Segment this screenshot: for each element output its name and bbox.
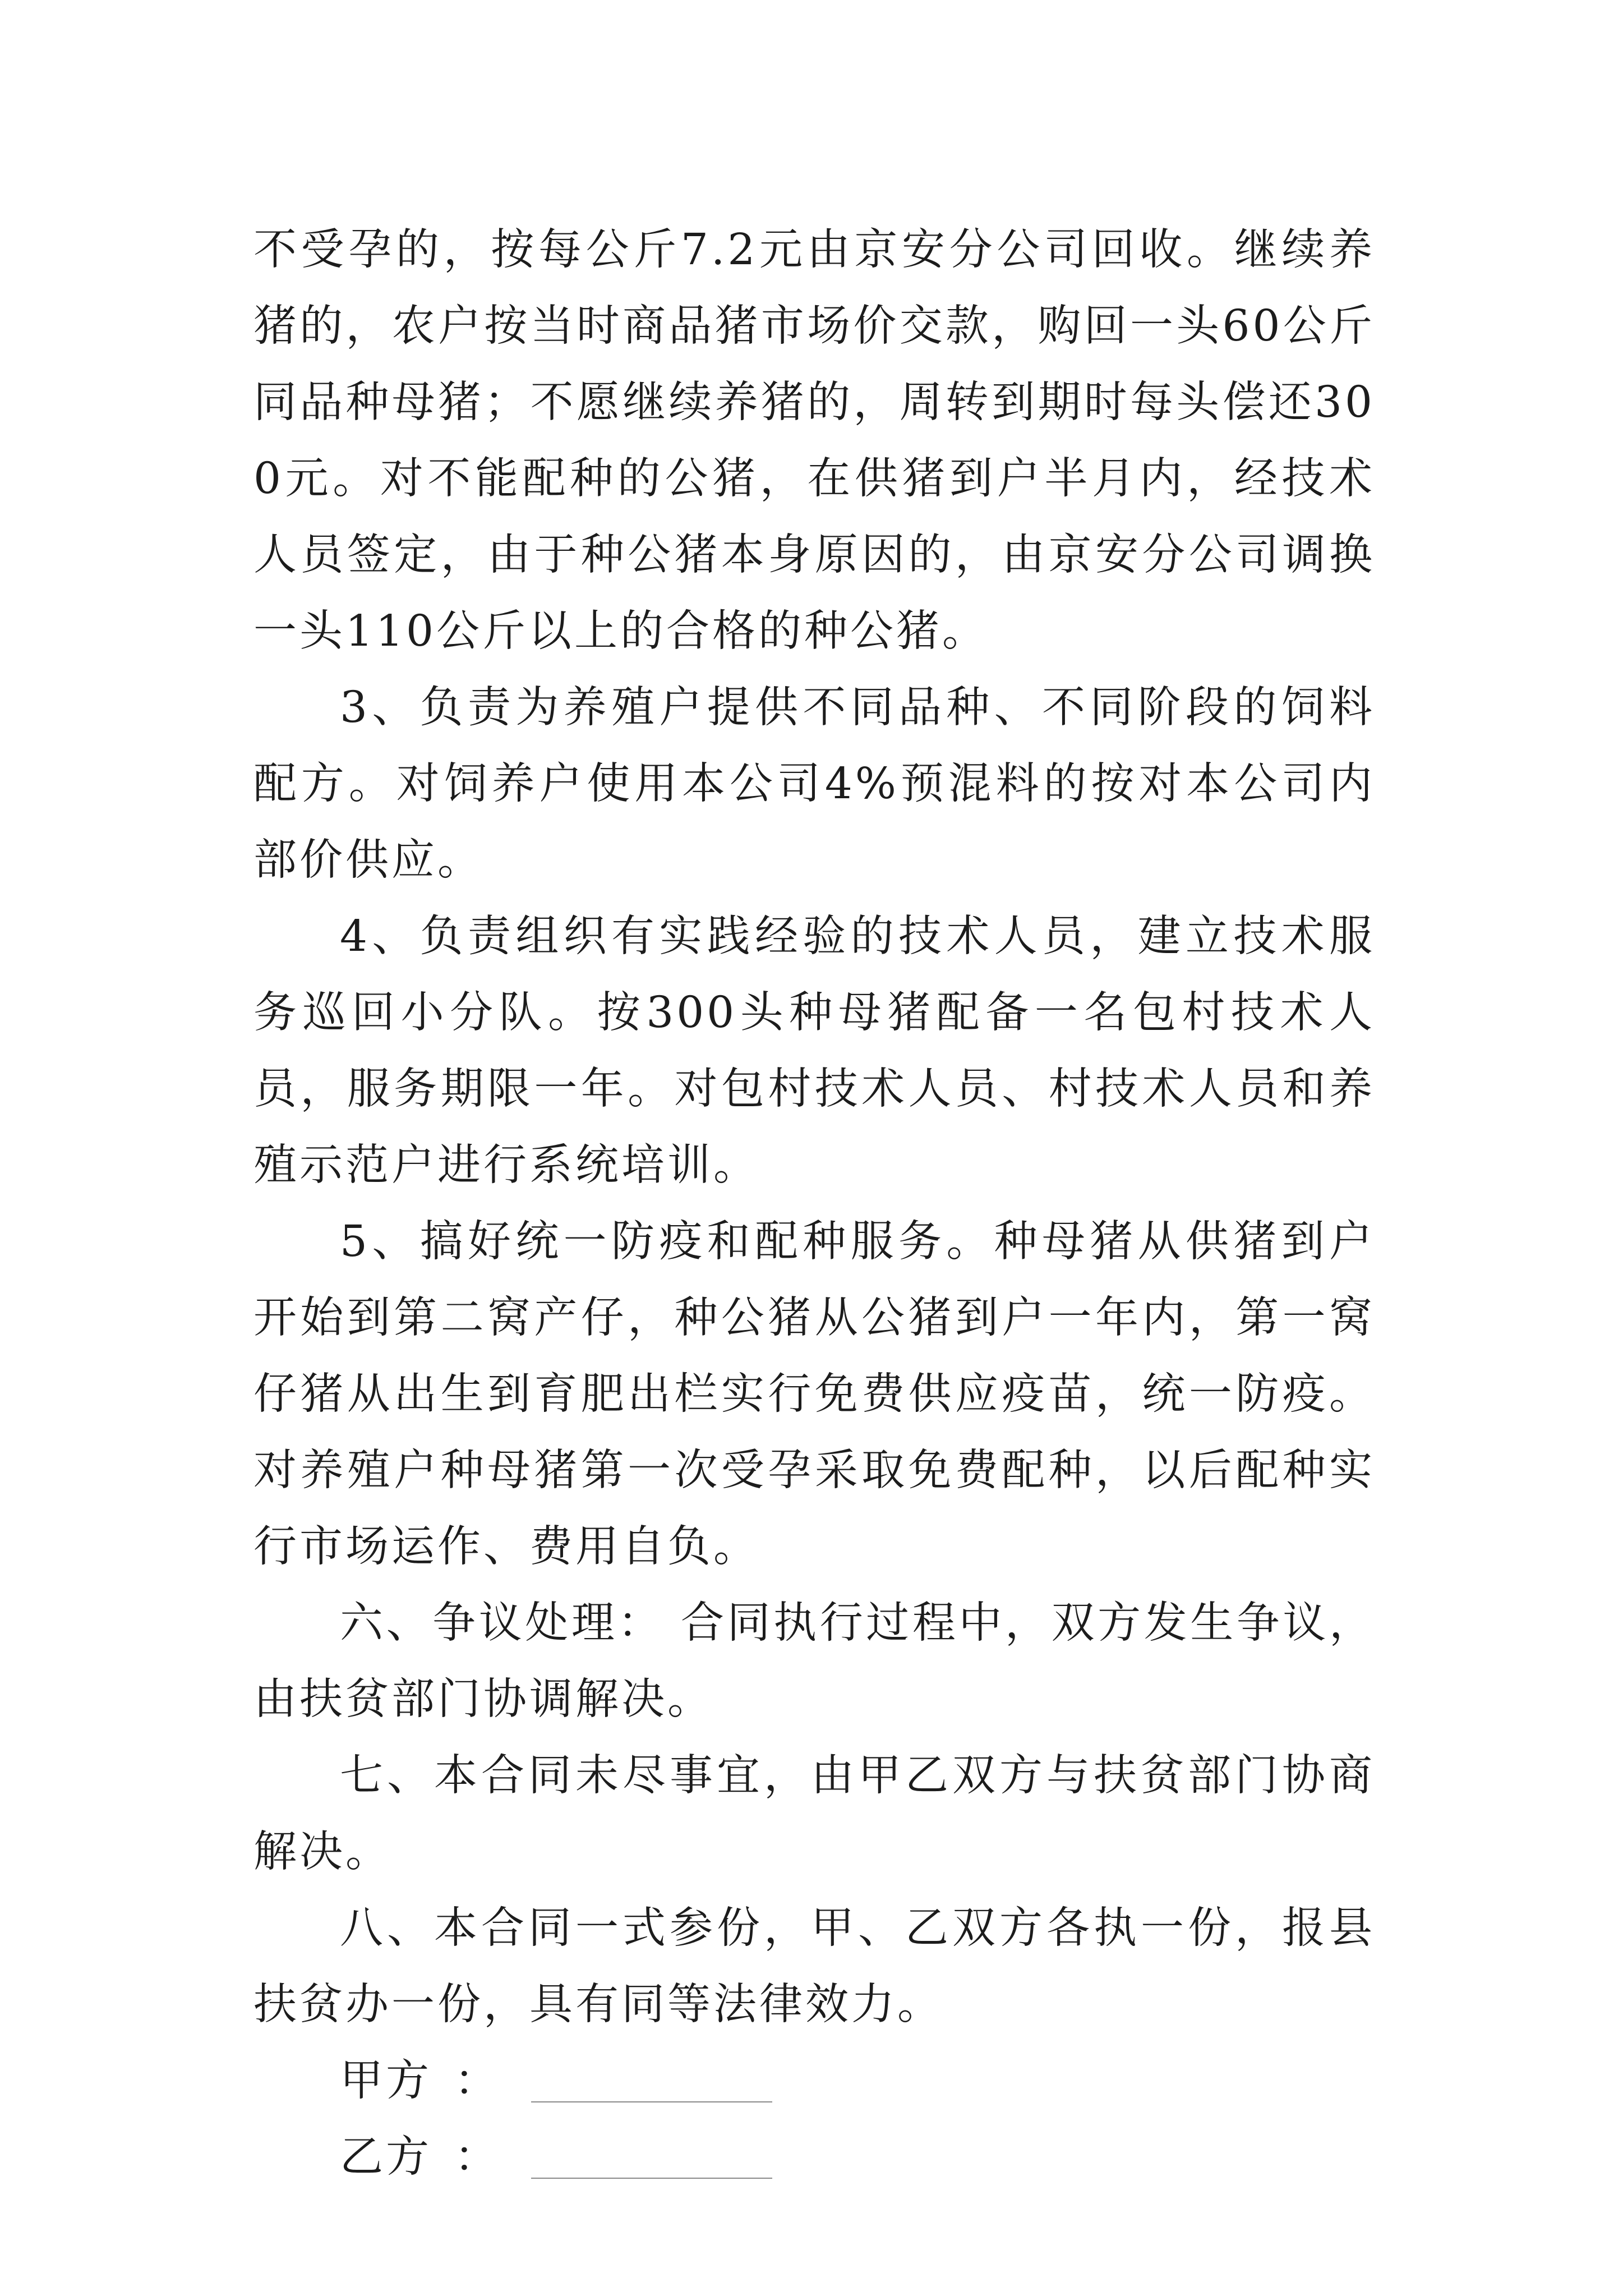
- party-a-label: 甲方: [340, 2056, 432, 2106]
- party-a-colon: ：: [454, 2056, 497, 2106]
- paragraph-technical-team: 4、负责组织有实践经验的技术人员，建立技术服务巡回小分队。按300头种母猪配备一名包村技术人员，服务期限一年。对包村技术人员、村技术人员和养殖示范户进行系统培训。: [253, 912, 1375, 1190]
- party-b-label: 乙方: [340, 2132, 432, 2182]
- paragraph-epidemic-prevention: 5、搞好统一防疫和配种服务。种母猪从供猪到户开始到第二窝产仔，种公猪从公猪到户一年内，第一窝仔猪从出生到育肥出栏实行免费供应疫苗，统一防疫。对养殖户种母猪第一次受孕采取免费配种，以后配种实行市场运作、费用自负。: [253, 1217, 1375, 1572]
- paragraph-return-terms: 不受孕的，按每公斤7.2元由京安分公司回收。继续养猪的，农户按当时商品猪市场价交款，购回一头60公斤同品种母猪；不愿继续养猪的，周转到期时每头偿还300元。对不能配种的公猪，在供猪到户半月内，经技术人员签定，由于种公猪本身原因的，由京安分公司调换一头110公斤以上的合格的种公猪。: [253, 225, 1375, 656]
- paragraph-copies: 八、本合同一式参份，甲、乙双方各执一份，报县扶贫办一份，具有同等法律效力。: [253, 1903, 1375, 2030]
- signature-party-a: [253, 2043, 1375, 2119]
- party-a-signature-line: [531, 2100, 772, 2102]
- party-b-signature-line: [531, 2177, 772, 2179]
- party-b-colon: ：: [454, 2132, 497, 2182]
- signature-party-b: [253, 2119, 1375, 2196]
- paragraph-dispute-resolution: 六、争议处理： 合同执行过程中，双方发生争议，由扶贫部门协调解决。: [253, 1598, 1375, 1724]
- paragraph-unresolved-matters: 七、本合同未尽事宜，由甲乙双方与扶贫部门协商解决。: [253, 1751, 1375, 1877]
- paragraph-feed-formula: 3、负责为养殖户提供不同品种、不同阶段的饲料配方。对饲养户使用本公司4%预混料的按对本公司内部价供应。: [253, 683, 1375, 885]
- contract-body: [253, 212, 1375, 2196]
- signature-block: [253, 2043, 1375, 2196]
